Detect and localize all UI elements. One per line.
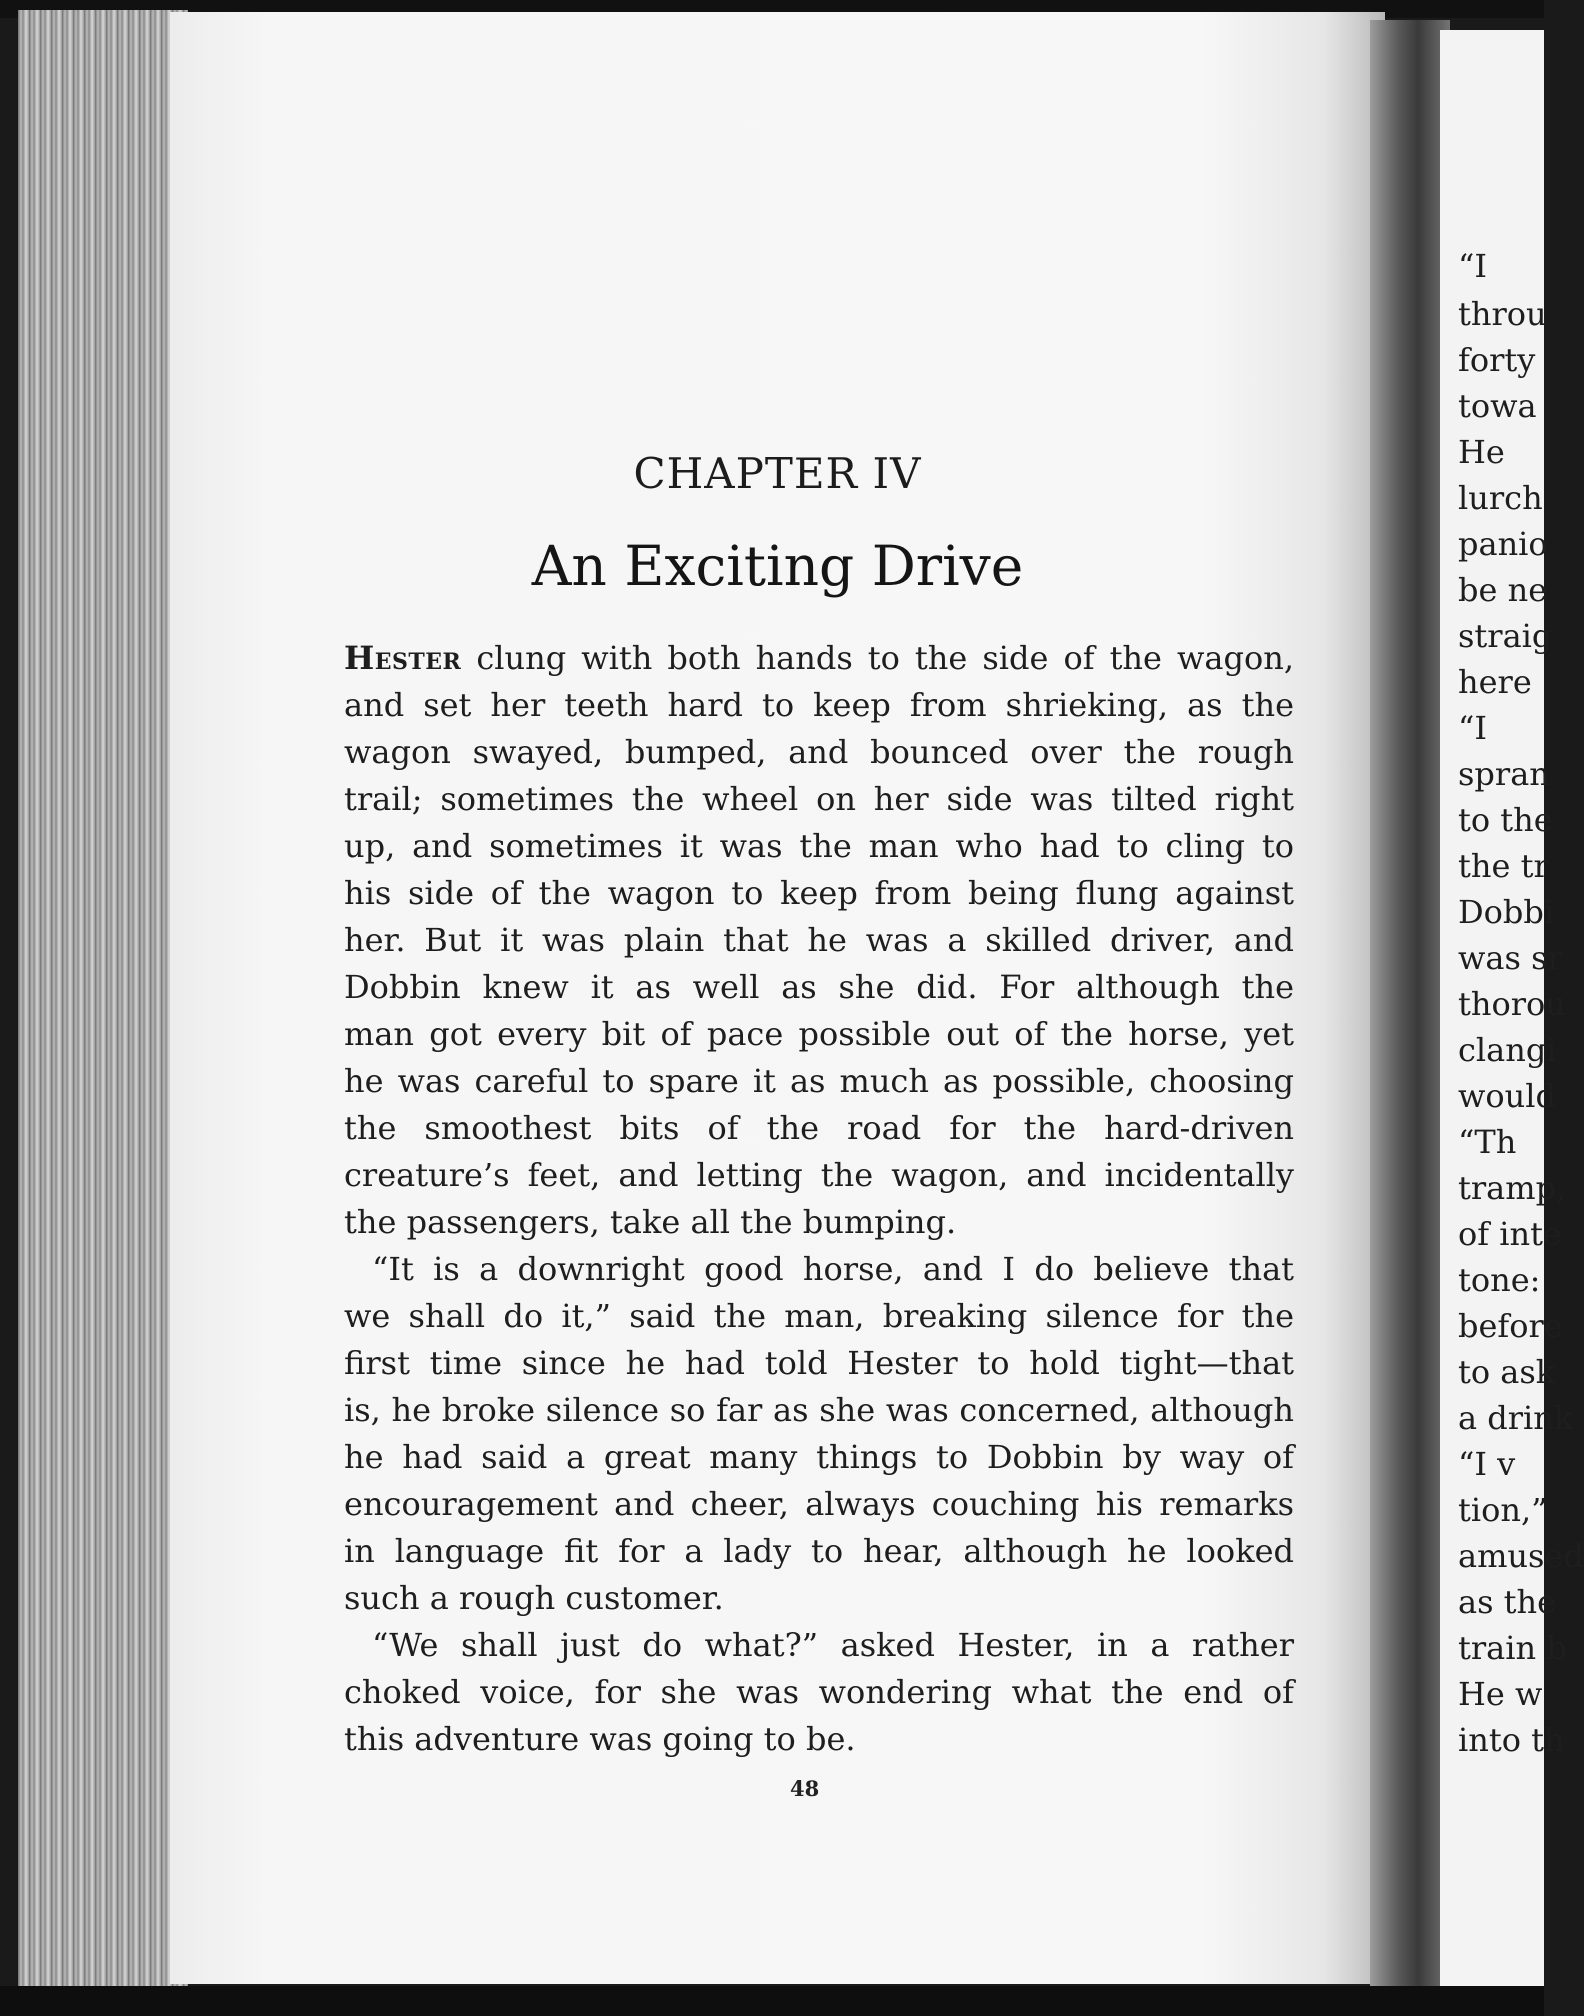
body-line: in language fit for a lady to hear, although he looked	[344, 1532, 1294, 1570]
right-page-line: clangi	[1458, 1031, 1557, 1069]
body-line: encouragement and cheer, always couching his remarks	[344, 1485, 1294, 1523]
body-line: “We shall just do what?” asked Hester, in a rather	[372, 1626, 1294, 1664]
body-line: the passengers, take all the bumping.	[344, 1203, 957, 1241]
right-page-line: Dobbi	[1458, 893, 1555, 931]
body-line: is, he broke silence so far as she was concerned, although	[344, 1391, 1294, 1429]
right-page-line: “I v	[1458, 1445, 1516, 1483]
body-line: Dobbin knew it as well as she did. For although the	[344, 968, 1294, 1006]
right-page-line: tramp,	[1458, 1169, 1567, 1207]
body-line: up, and sometimes it was the man who had to cling to	[344, 827, 1294, 865]
right-page	[1440, 30, 1584, 1990]
body-line: her. But it was plain that he was a skilled driver, and	[344, 921, 1294, 959]
right-page-line: “I	[1458, 247, 1487, 285]
right-page-line: straig	[1458, 617, 1553, 655]
body-line: wagon swayed, bumped, and bounced over the rough	[344, 733, 1294, 771]
right-page-line: “I	[1458, 709, 1487, 747]
right-page-line: tone:	[1458, 1261, 1541, 1299]
bottom-scan-border	[0, 1986, 1544, 2016]
body-line: this adventure was going to be.	[344, 1720, 856, 1758]
page-number: 48	[790, 1776, 820, 1801]
right-page-line: He w	[1458, 1675, 1543, 1713]
body-line: such a rough customer.	[344, 1579, 724, 1617]
right-page-line: into th	[1458, 1721, 1565, 1759]
right-page-line: a drink	[1458, 1399, 1574, 1437]
right-page-line: before	[1458, 1307, 1563, 1345]
right-page-line: would	[1458, 1077, 1556, 1115]
right-page-line: “Th	[1458, 1123, 1517, 1161]
body-line: creature’s feet, and letting the wagon, and incidentally	[344, 1156, 1294, 1194]
book-gutter	[1370, 20, 1450, 1995]
right-page-line: lurch	[1458, 479, 1543, 517]
right-page-line: He	[1458, 433, 1505, 471]
body-line: man got every bit of pace possible out of the horse, yet	[344, 1015, 1294, 1053]
body-line: choked voice, for she was wondering what the end of	[344, 1673, 1294, 1711]
right-page-line: thorou	[1458, 985, 1566, 1023]
body-line: “It is a downright good horse, and I do believe that	[372, 1250, 1294, 1288]
right-page-line: train b	[1458, 1629, 1567, 1667]
right-page-line: here	[1458, 663, 1532, 701]
body-line: and set her teeth hard to keep from shrieking, as the	[344, 686, 1294, 724]
right-page-line: was sr	[1458, 939, 1563, 977]
body-line	[344, 634, 1294, 682]
body-line: trail; sometimes the wheel on her side was tilted right	[344, 780, 1294, 818]
right-page-line: to ask	[1458, 1353, 1556, 1391]
right-page-line: tion,”	[1458, 1491, 1548, 1529]
right-page-line: towa	[1458, 387, 1537, 425]
right-page-line: the tr	[1458, 847, 1549, 885]
body-line: he was careful to spare it as much as possible, choosing	[344, 1062, 1294, 1100]
right-page-line: spran	[1458, 755, 1550, 793]
body-line: we shall do it,” said the man, breaking silence for the	[344, 1297, 1294, 1335]
chapter-heading: CHAPTER IV	[633, 449, 922, 498]
opening-word: Hester	[344, 639, 462, 677]
right-page-line: forty	[1458, 341, 1536, 379]
right-page-line: amused	[1458, 1537, 1584, 1575]
body-line: first time since he had told Hester to hold tight—that	[344, 1344, 1294, 1382]
right-page-line: as the	[1458, 1583, 1557, 1621]
right-page-line: throu	[1458, 295, 1547, 333]
body-line-text: clung with both hands to the side of the wagon,	[461, 639, 1294, 677]
right-page-line: of inte	[1458, 1215, 1562, 1253]
right-page-line: panio	[1458, 525, 1548, 563]
right-page-line: be ne	[1458, 571, 1548, 609]
body-line: the smoothest bits of the road for the hard-driven	[344, 1109, 1294, 1147]
body-line: he had said a great many things to Dobbin by way of	[344, 1438, 1294, 1476]
right-page-line: to the	[1458, 801, 1553, 839]
page-edges	[18, 10, 188, 1990]
body-line: his side of the wagon to keep from being flung against	[344, 874, 1294, 912]
chapter-title: An Exciting Drive	[531, 534, 1024, 598]
